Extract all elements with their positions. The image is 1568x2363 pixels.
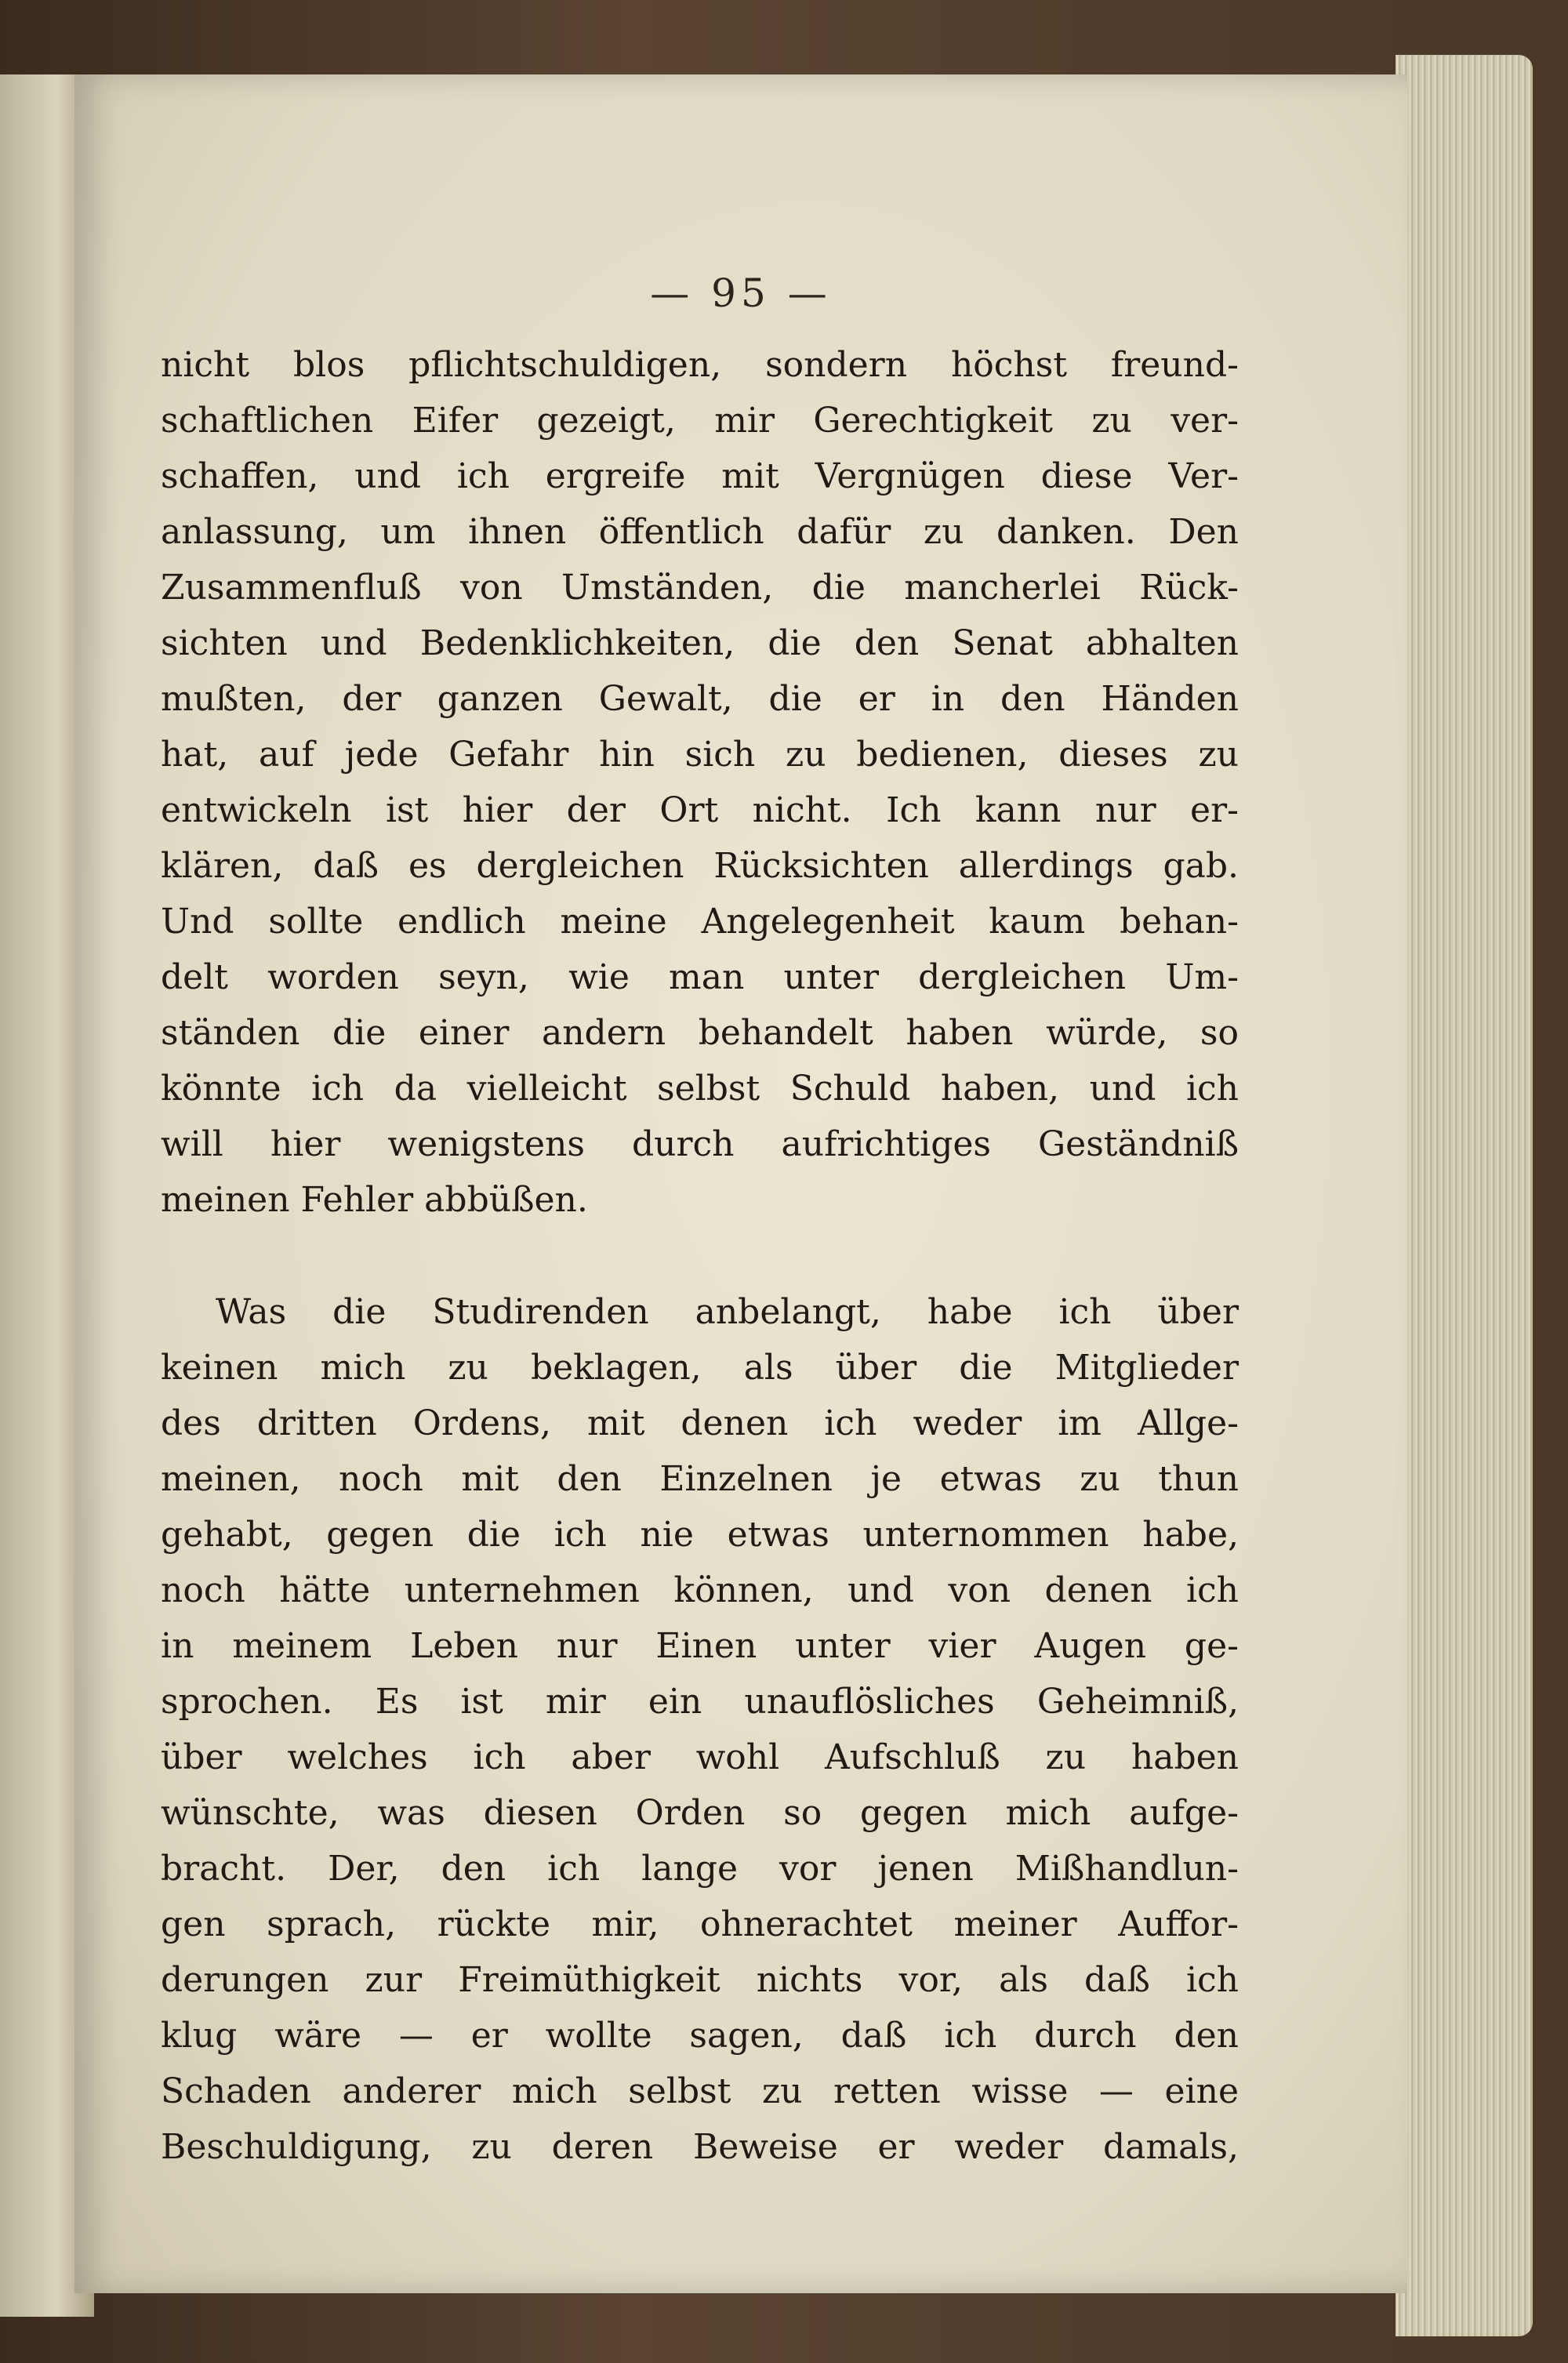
text-line: noch hätte unternehmen können, und von denen ich xyxy=(161,1570,1239,1610)
page-number: — 95 — xyxy=(650,270,832,316)
text-line: gen sprach, rückte mir, ohnerachtet meiner Auffor- xyxy=(161,1904,1239,1944)
text-line: entwickeln ist hier der Ort nicht. Ich kann nur er- xyxy=(161,790,1239,830)
text-line: meinen, noch mit den Einzelnen je etwas zu thun xyxy=(161,1459,1239,1499)
text-line: meinen Fehler abbüßen. xyxy=(161,1180,588,1220)
text-line: nicht blos pflichtschuldigen, sondern höchst freund- xyxy=(161,345,1239,385)
text-line: Was die Studirenden anbelangt, habe ich über xyxy=(216,1292,1239,1332)
text-line: klug wäre — er wollte sagen, daß ich durch den xyxy=(161,2016,1239,2056)
text-line: keinen mich zu beklagen, als über die Mitglieder xyxy=(161,1348,1239,1388)
text-line: gehabt, gegen die ich nie etwas unternommen habe, xyxy=(161,1515,1239,1555)
text-line: des dritten Ordens, mit denen ich weder im Allge- xyxy=(161,1403,1239,1443)
text-line: hat, auf jede Gefahr hin sich zu bedienen, dieses zu xyxy=(161,735,1239,775)
text-line: Schaden anderer mich selbst zu retten wisse — eine xyxy=(161,2071,1239,2111)
text-line: bracht. Der, den ich lange vor jenen Mißhandlun- xyxy=(161,1849,1239,1889)
text-line: anlassung, um ihnen öffentlich dafür zu danken. Den xyxy=(161,512,1239,552)
text-line: Beschuldigung, zu deren Beweise er weder damals, xyxy=(161,2127,1239,2167)
text-line: delt worden seyn, wie man unter dergleichen Um- xyxy=(161,957,1239,997)
text-line: Und sollte endlich meine Angelegenheit kaum behan- xyxy=(161,902,1239,942)
paragraph-1 xyxy=(161,337,1239,1228)
text-line: sichten und Bedenklichkeiten, die den Senat abhalten xyxy=(161,623,1239,663)
text-line: ständen die einer andern behandelt haben würde, so xyxy=(161,1013,1239,1053)
text-line: derungen zur Freimüthigkeit nichts vor, als daß ich xyxy=(161,1960,1239,2000)
text-line: schaftlichen Eifer gezeigt, mir Gerechtigkeit zu ver- xyxy=(161,401,1239,441)
book-page xyxy=(74,74,1407,2293)
text-block xyxy=(161,337,1239,2175)
text-line: in meinem Leben nur Einen unter vier Augen ge- xyxy=(161,1626,1239,1666)
text-line: wünschte, was diesen Orden so gegen mich aufge- xyxy=(161,1793,1239,1833)
text-line: sprochen. Es ist mir ein unauflösliches Geheimniß, xyxy=(161,1682,1239,1722)
page-edges xyxy=(1396,55,1533,2336)
paragraph-2 xyxy=(161,1284,1239,2175)
text-line: klären, daß es dergleichen Rücksichten allerdings gab. xyxy=(161,846,1239,886)
paragraph-gap xyxy=(161,1228,1239,1284)
text-line: Zusammenfluß von Umständen, die mancherlei Rück- xyxy=(161,568,1239,608)
text-line: über welches ich aber wohl Aufschluß zu haben xyxy=(161,1737,1239,1777)
text-line: schaffen, und ich ergreife mit Vergnügen diese Ver- xyxy=(161,456,1239,496)
text-line: mußten, der ganzen Gewalt, die er in den Händen xyxy=(161,679,1239,719)
text-line: will hier wenigstens durch aufrichtiges Geständniß xyxy=(161,1124,1239,1164)
text-line: könnte ich da vielleicht selbst Schuld haben, und ich xyxy=(161,1069,1239,1109)
